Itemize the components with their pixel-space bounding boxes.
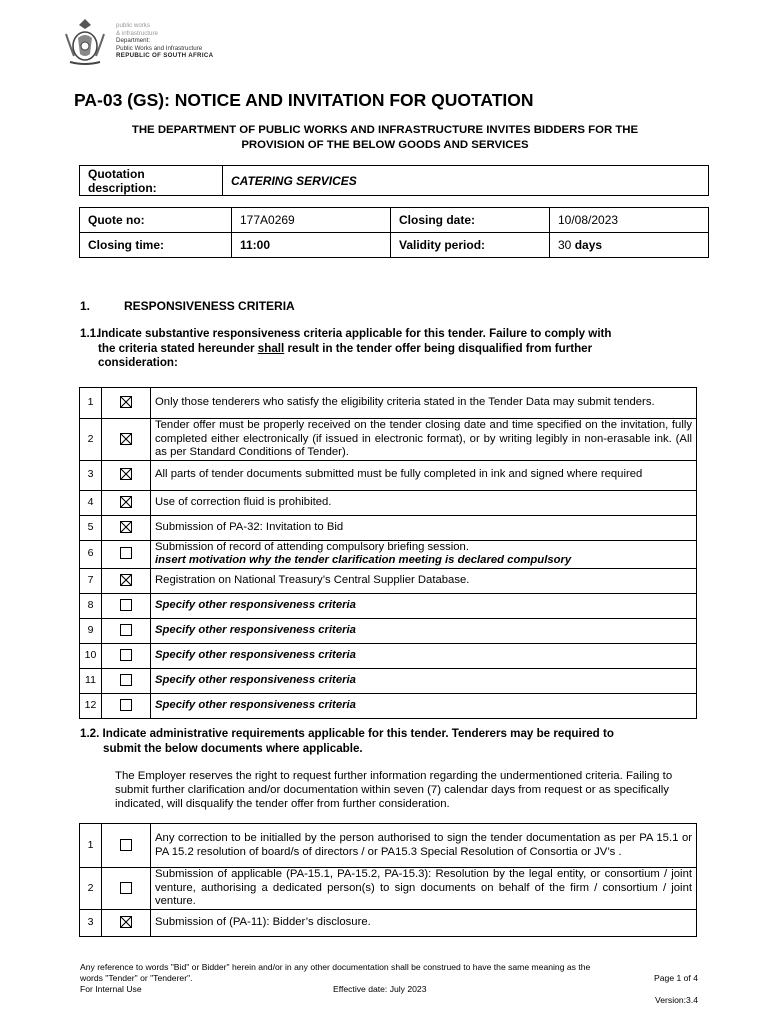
table-row bbox=[80, 568, 697, 593]
checked-checkbox[interactable] bbox=[120, 916, 132, 928]
checked-checkbox[interactable] bbox=[120, 433, 132, 445]
criterion-text bbox=[151, 668, 697, 693]
criterion-text bbox=[151, 515, 697, 540]
unchecked-checkbox[interactable] bbox=[120, 882, 132, 894]
table-row bbox=[80, 693, 697, 718]
footer-disclaimer-line-1: Any reference to words "Bid" or Bidder" herein and/or in any other documentation shall be construed to have the same meaning as the bbox=[80, 962, 591, 972]
page-number: Page 1 of 4 bbox=[654, 973, 698, 983]
table-row bbox=[80, 515, 697, 540]
page-footer bbox=[80, 962, 698, 1005]
validity-period-label: Validity period: bbox=[391, 233, 550, 258]
criterion-line: Specify other responsiveness criteria bbox=[155, 648, 356, 661]
checked-checkbox[interactable] bbox=[120, 468, 132, 480]
row-number: 6 bbox=[80, 540, 102, 568]
checked-checkbox[interactable] bbox=[120, 521, 132, 533]
page-title: PA-03 (GS): NOTICE AND INVITATION FOR QUOTATION bbox=[74, 90, 534, 110]
checkbox-cell bbox=[102, 693, 151, 718]
internal-use-label: For Internal Use bbox=[80, 984, 142, 994]
subtitle-line-2: PROVISION OF THE BELOW GOODS AND SERVICES bbox=[241, 139, 529, 151]
row-number: 9 bbox=[80, 618, 102, 643]
version-label: Version:3.4 bbox=[655, 995, 698, 1005]
criterion-line: Only those tenderers who satisfy the eligibility criteria stated in the Tender Data may submit tenders. bbox=[155, 396, 655, 409]
table-row bbox=[80, 824, 697, 868]
logo-text-5: REPUBLIC OF SOUTH AFRICA bbox=[116, 52, 214, 60]
table-row bbox=[80, 618, 697, 643]
employer-paragraph: The Employer reserves the right to request further information regarding the undermentioned criteria. Failing to submit further clarification and/or documentation within seven (7) calendar days from request or as specifically indicated, will disqualify the tender offer from further consideration. bbox=[115, 770, 673, 810]
subsection-number: 1.1. bbox=[80, 327, 100, 340]
checkbox-cell bbox=[102, 868, 151, 910]
administrative-requirements-table bbox=[79, 823, 697, 937]
unchecked-checkbox[interactable] bbox=[120, 547, 132, 559]
closing-date-value: 10/08/2023 bbox=[550, 208, 709, 233]
criterion-line: All parts of tender documents submitted must be fully completed in ink and signed where required bbox=[155, 468, 643, 481]
subsection-line-2: the criteria stated hereunder shall result in the tender offer being disqualified from further bbox=[98, 341, 593, 355]
checkbox-cell bbox=[102, 490, 151, 515]
criterion-text bbox=[151, 388, 697, 419]
criterion-text bbox=[151, 693, 697, 718]
row-number: 8 bbox=[80, 593, 102, 618]
table-row bbox=[80, 490, 697, 515]
criterion-text bbox=[151, 460, 697, 490]
subsection-line-1: Indicate substantive responsiveness criteria applicable for this tender. Failure to comply with bbox=[98, 327, 612, 340]
section-title: RESPONSIVENESS CRITERIA bbox=[124, 299, 295, 313]
closing-time-label: Closing time: bbox=[80, 233, 232, 258]
validity-period-value bbox=[550, 233, 709, 258]
quotation-description-table bbox=[79, 165, 709, 196]
table-row bbox=[80, 643, 697, 668]
quotation-description-label bbox=[80, 166, 223, 196]
unchecked-checkbox[interactable] bbox=[120, 699, 132, 711]
criterion-line: Submission of applicable (PA-15.1, PA-15.2, PA-15.3): Resolution by the legal entity, or consortium / joint venture, authorising a dedicated person(s) to sign documents on behalf of the firm / consortium / joint venture. bbox=[155, 868, 692, 908]
closing-time-value: 11:00 bbox=[232, 233, 391, 258]
criterion-line: Submission of (PA-11): Bidder’s disclosure. bbox=[155, 916, 371, 929]
table-row bbox=[80, 668, 697, 693]
subsection-1-2 bbox=[80, 726, 700, 756]
criterion-text bbox=[151, 419, 697, 461]
criterion-line: Specify other responsiveness criteria bbox=[155, 623, 356, 636]
row-number: 7 bbox=[80, 568, 102, 593]
checkbox-cell bbox=[102, 460, 151, 490]
criterion-text bbox=[151, 618, 697, 643]
row-number: 3 bbox=[80, 910, 102, 937]
checkbox-cell bbox=[102, 643, 151, 668]
criterion-text bbox=[151, 593, 697, 618]
footer-disclaimer-line-2: words "Tender" or "Tenderer". bbox=[80, 973, 193, 983]
row-number: 5 bbox=[80, 515, 102, 540]
checkbox-cell bbox=[102, 910, 151, 937]
row-number: 1 bbox=[80, 824, 102, 868]
criterion-line: Tender offer must be properly received on the tender closing date and time specified on the invitation, fully completed either electronically (if issued in electronic format), or by writing legibly in non-erasable ink. (All as per Standard Conditions of Tender). bbox=[155, 419, 692, 458]
row-number: 2 bbox=[80, 419, 102, 461]
unchecked-checkbox[interactable] bbox=[120, 839, 132, 851]
checkbox-cell bbox=[102, 824, 151, 868]
row-number: 12 bbox=[80, 693, 102, 718]
subtitle-line-1: THE DEPARTMENT OF PUBLIC WORKS AND INFRASTRUCTURE INVITES BIDDERS FOR THE bbox=[131, 124, 639, 136]
criterion-text bbox=[151, 540, 697, 568]
checkbox-cell bbox=[102, 419, 151, 461]
row-number: 10 bbox=[80, 643, 102, 668]
unchecked-checkbox[interactable] bbox=[120, 674, 132, 686]
criterion-text bbox=[151, 568, 697, 593]
row-number: 2 bbox=[80, 868, 102, 910]
criterion-line: Specify other responsiveness criteria bbox=[155, 698, 356, 711]
criterion-text bbox=[151, 824, 697, 868]
criterion-line: Submission of record of attending compulsory briefing session. bbox=[155, 540, 469, 553]
checkbox-cell bbox=[102, 540, 151, 568]
effective-date: Effective date: July 2023 bbox=[333, 984, 427, 994]
quote-no-label: Quote no: bbox=[80, 208, 232, 233]
table-row bbox=[80, 540, 697, 568]
coat-of-arms-icon bbox=[60, 16, 110, 68]
row-number: 11 bbox=[80, 668, 102, 693]
criterion-line: Specify other responsiveness criteria bbox=[155, 673, 356, 686]
table-row bbox=[80, 419, 697, 461]
table-row bbox=[80, 388, 697, 419]
checkbox-cell bbox=[102, 593, 151, 618]
desc-label-line-1: Quotation bbox=[88, 166, 145, 181]
logo-text-3: Department: bbox=[116, 37, 151, 45]
checkbox-cell bbox=[102, 515, 151, 540]
criterion-text bbox=[151, 490, 697, 515]
quote-info-table bbox=[79, 207, 709, 258]
section-heading bbox=[80, 299, 295, 313]
row-number: 3 bbox=[80, 460, 102, 490]
desc-label-line-2: description: bbox=[88, 180, 157, 195]
logo-text-2: & infrastructure bbox=[116, 29, 158, 37]
criterion-text bbox=[151, 643, 697, 668]
validity-num: 30 bbox=[558, 238, 572, 252]
subsection-1-2-line-1: 1.2. Indicate administrative requirements applicable for this tender. Tenderers may be required to bbox=[80, 727, 614, 740]
criterion-line: Registration on National Treasury’s Central Supplier Database. bbox=[155, 573, 470, 586]
subsection-1-2-line-2: submit the below documents where applicable. bbox=[103, 742, 363, 755]
criterion-line: Use of correction fluid is prohibited. bbox=[155, 495, 332, 508]
page-subtitle bbox=[80, 123, 690, 153]
section-number: 1. bbox=[80, 299, 91, 313]
unchecked-checkbox[interactable] bbox=[120, 649, 132, 661]
checkbox-cell bbox=[102, 388, 151, 419]
checked-checkbox[interactable] bbox=[120, 396, 132, 408]
logo-text-1: public works bbox=[116, 22, 151, 29]
logo-text-4: Public Works and Infrastructure bbox=[116, 44, 203, 52]
subsection-1-1 bbox=[80, 327, 700, 371]
checkbox-cell bbox=[102, 668, 151, 693]
checkbox-cell bbox=[102, 618, 151, 643]
criterion-line: Specify other responsiveness criteria bbox=[155, 598, 356, 611]
row-number: 1 bbox=[80, 388, 102, 419]
criterion-note: insert motivation why the tender clarification meeting is declared compulsory bbox=[155, 554, 572, 566]
checked-checkbox[interactable] bbox=[120, 496, 132, 508]
validity-unit: days bbox=[574, 238, 603, 252]
closing-date-label: Closing date: bbox=[391, 208, 550, 233]
criterion-line: Any correction to be initialled by the person authorised to sign the tender documentation as per PA 15.1 or PA 15.2 resolution of board/s of directors / or PA15.3 Special Resolution of Consortia or JV’s . bbox=[155, 832, 692, 858]
unchecked-checkbox[interactable] bbox=[120, 624, 132, 636]
table-row bbox=[80, 910, 697, 937]
checked-checkbox[interactable] bbox=[120, 574, 132, 586]
responsiveness-criteria-table bbox=[79, 387, 697, 719]
unchecked-checkbox[interactable] bbox=[120, 599, 132, 611]
table-row bbox=[80, 593, 697, 618]
subsection-line-3: consideration: bbox=[98, 356, 178, 369]
criterion-text bbox=[151, 868, 697, 910]
department-logo bbox=[60, 16, 250, 68]
criterion-line: Submission of PA-32: Invitation to Bid bbox=[155, 520, 344, 533]
checkbox-cell bbox=[102, 568, 151, 593]
quotation-description-value: CATERING SERVICES bbox=[223, 166, 709, 196]
quote-no-value: 177A0269 bbox=[232, 208, 391, 233]
criterion-text bbox=[151, 910, 697, 937]
table-row bbox=[80, 868, 697, 910]
row-number: 4 bbox=[80, 490, 102, 515]
table-row bbox=[80, 460, 697, 490]
